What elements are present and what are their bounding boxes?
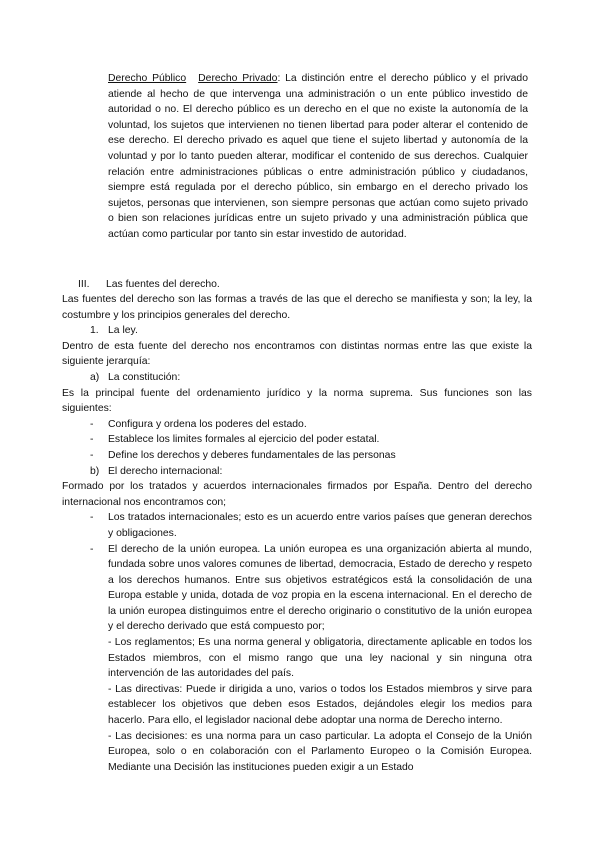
list-item-tratados: - Los tratados internacionales; esto es un acuerdo entre varios países que generan derechos y obligaciones.: [90, 512, 532, 539]
title-derecho-publico: Derecho Público: [108, 73, 187, 84]
title-derecho-privado: Derecho Privado: [198, 73, 278, 84]
internacional-text: Formado por los tratados y acuerdos internacionales firmados por España. Dentro del derecho internacional nos encontramos con;: [62, 481, 532, 508]
item-marker: a): [90, 371, 100, 383]
section-title: Las fuentes del derecho.: [106, 279, 220, 290]
list-item: - Define los derechos y deberes fundamentales de las personas: [90, 449, 396, 461]
item-marker: 1.: [90, 325, 99, 337]
section-body: [62, 292, 532, 775]
section-number: III.: [78, 279, 90, 290]
decisiones-paragraph: - Las decisiones: es una norma para un caso particular. La adopta el Consejo de la Unión Europea, solo o en colaboración con el Parlamento Europeo o la Comisión Europea. Mediante una Decisión las instituciones pueden exigir a un Estado: [108, 730, 532, 773]
section-heading: [78, 277, 220, 293]
intro-paragraph: [108, 71, 528, 243]
item-label: El derecho internacional:: [108, 465, 223, 477]
item-la-ley: [62, 323, 532, 339]
directivas-paragraph: - Las directivas: Puede ir dirigida a uno, varios o todos los Estados miembros y sirve para establecer los objetivos que deben esos Estados, dejándoles elegir los medios para hacerlo. Para ello, el legislador nacional debe adoptar una norma de Derecho interno.: [108, 683, 532, 727]
reglamentos-paragraph: - Los reglamentos; Es una norma general y obligatoria, directamente aplicable en todos los Estados miembros, con el mismo rango que una ley nacional y sin ninguna otra intervención de las autoridades del país.: [108, 637, 532, 680]
item-derecho-internacional: [62, 464, 532, 480]
list-item: - Configura y ordena los poderes del estado.: [90, 418, 307, 430]
item-marker: b): [90, 465, 100, 477]
constitucion-text: Es la principal fuente del ordenamiento jurídico y la norma suprema. Sus funciones son las siguientes:: [62, 387, 532, 415]
ley-intro: Dentro de esta fuente del derecho nos encontramos con distintas normas entre las que existe la siguiente jerarquía:: [62, 340, 532, 368]
item-constitucion: [62, 370, 532, 386]
section-intro: Las fuentes del derecho son las formas a través de las que el derecho se manifiesta y son; la ley, la costumbre y los principios generales del derecho.: [62, 294, 532, 321]
item-label: La ley.: [108, 325, 138, 337]
intro-text: : La distinción entre el derecho público y el privado atiende al hecho de que intervenga una administración o un ente público investido de autoridad o no. El derecho público es un derecho en el que no existe la autonomía de la voluntad, los sujetos que intervienen no tienen libertad para poder alterar el contenido de ese derecho. El derecho privado es aquel que tiene el sujeto libertad y autonomía de la voluntad y por lo tanto pueden alterar, modificar el contenido de sus derechos. Cualquier relación entre administraciones públicas o entre administración público y ciudadanos, siempre está regulada por el derecho público, sin embargo en el derecho privado los sujetos, personas que intervienen, son siempre personas que actúan como sujeto privado o bien son relaciones jurídicas entre un sujeto privado y una administración pública que actúan como particular por tanto sin estar investido de autoridad.: [108, 73, 528, 240]
list-item: - Establece los limites formales al ejercicio del poder estatal.: [90, 434, 380, 446]
item-label: La constitución:: [108, 371, 181, 383]
list-item-union-europea: - El derecho de la unión europea. La unión europea es una organización abierta al mundo, fundada sobre unos valores comunes de libertad, democracia, Estado de derecho y respeto a los derechos humanos. Entre sus objetivos estratégicos está la consolidación de una Europa estable y unida, dotada de voz propia en la escena internacional. En el derecho de la unión europea distinguimos entre el derecho originario o constitutivo de la unión europea y el derecho derivado que está compuesto por;: [90, 543, 532, 633]
